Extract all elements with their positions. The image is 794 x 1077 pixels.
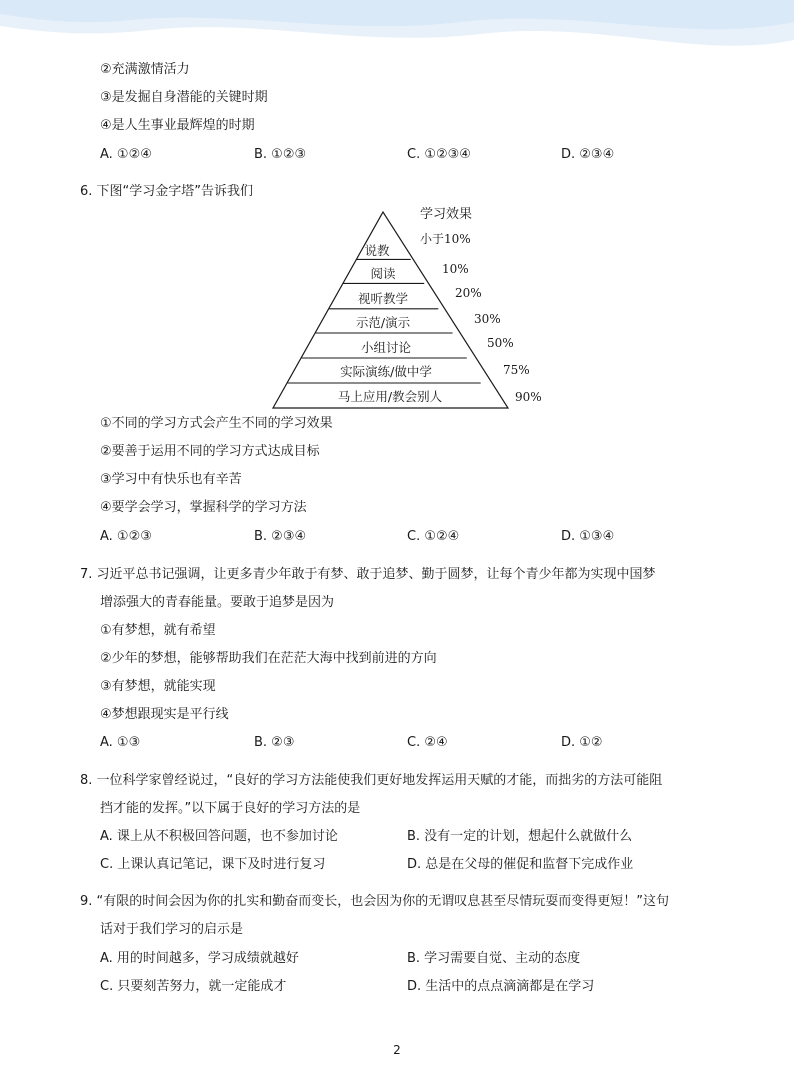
pyramid-layer-7-pct: 90%: [515, 390, 542, 404]
q5-statement-3: ③是发掘自身潜能的关键时期: [100, 90, 268, 105]
q6-option-c: C. ①②④: [407, 529, 460, 544]
pyramid-layer-2-pct: 10%: [442, 262, 469, 276]
q5-statement-4: ④是人生事业最辉煌的时期: [100, 118, 255, 133]
q6-statement-2: ②要善于运用不同的学习方式达成目标: [100, 444, 320, 459]
learning-pyramid-diagram: [265, 198, 555, 413]
q8-option-a: A. 课上从不积极回答问题，也不参加讨论: [100, 829, 338, 844]
q7-statement-3: ③有梦想，就能实现: [100, 679, 216, 694]
q9-option-c: C. 只要刻苦努力，就一定能成才: [100, 979, 287, 994]
q8-stem-line-2: 挡才能的发挥。”以下属于良好的学习方法的是: [100, 801, 361, 816]
pyramid-layer-4-label: 示范/演示: [355, 315, 411, 330]
q9-stem-line-1: 9. “有限的时间会因为你的扎实和勤奋而变长，也会因为你的无谓叹息甚至尽情玩耍而变得更短！”这句: [80, 894, 670, 909]
q7-stem-line-2: 增添强大的青春能量。要敢于追梦是因为: [100, 595, 335, 610]
pyramid-layer-3-pct: 20%: [455, 286, 482, 300]
q6-option-b: B. ②③④: [254, 529, 307, 544]
q9-option-b: B. 学习需要自觉、主动的态度: [407, 951, 581, 966]
pyramid-layer-1-pct: 小于10%: [420, 232, 471, 246]
q6-option-a: A. ①②③: [100, 529, 152, 544]
q6-statement-4: ④要学会学习，掌握科学的学习方法: [100, 500, 307, 515]
header-wave-decoration: [0, 0, 794, 60]
q8-option-b: B. 没有一定的计划，想起什么就做什么: [407, 829, 633, 844]
q8-stem-line-1: 8. 一位科学家曾经说过，“良好的学习方法能使我们更好地发挥运用天赋的才能，而拙劣的方法可能阻: [80, 773, 663, 788]
q7-option-c: C. ②④: [407, 735, 448, 750]
pyramid-layer-1-label: 说教: [364, 243, 390, 258]
q6-statement-1: ①不同的学习方式会产生不同的学习效果: [100, 416, 333, 431]
pyramid-layer-5-label: 小组讨论: [360, 340, 412, 355]
q7-option-d: D. ①②: [561, 735, 603, 750]
q6-statement-3: ③学习中有快乐也有辛苦: [100, 472, 242, 487]
pyramid-layer-6-pct: 75%: [503, 363, 530, 377]
q5-option-c: C. ①②③④: [407, 147, 471, 162]
q7-option-a: A. ①③: [100, 735, 141, 750]
q5-option-b: B. ①②③: [254, 147, 307, 162]
q8-option-d: D. 总是在父母的催促和监督下完成作业: [407, 857, 634, 872]
pyramid-title: 学习效果: [420, 207, 473, 222]
pyramid-layer-3-label: 视听教学: [357, 291, 409, 306]
q7-statement-4: ④梦想跟现实是平行线: [100, 707, 229, 722]
q6-stem: 6. 下图“学习金字塔”告诉我们: [80, 184, 254, 199]
q7-statement-2: ②少年的梦想，能够帮助我们在茫茫大海中找到前进的方向: [100, 651, 437, 666]
q5-option-a: A. ①②④: [100, 147, 152, 162]
pyramid-layer-4-pct: 30%: [474, 312, 501, 326]
q7-statement-1: ①有梦想，就有希望: [100, 623, 216, 638]
q9-option-d: D. 生活中的点点滴滴都是在学习: [407, 979, 595, 994]
q8-option-c: C. 上课认真记笔记，课下及时进行复习: [100, 857, 326, 872]
q7-option-b: B. ②③: [254, 735, 295, 750]
q5-statement-2: ②充满激情活力: [100, 62, 190, 77]
page-number: 2: [393, 1043, 401, 1057]
q6-option-d: D. ①③④: [561, 529, 615, 544]
pyramid-layer-2-label: 阅读: [370, 266, 396, 281]
q5-option-d: D. ②③④: [561, 147, 615, 162]
q9-option-a: A. 用的时间越多，学习成绩就越好: [100, 951, 299, 966]
pyramid-layer-6-label: 实际演练/做中学: [340, 364, 432, 379]
q7-stem-line-1: 7. 习近平总书记强调，让更多青少年敢于有梦、敢于追梦、勤于圆梦，让每个青少年都为实现中国梦: [80, 567, 656, 582]
q9-stem-line-2: 话对于我们学习的启示是: [100, 922, 244, 937]
pyramid-layer-5-pct: 50%: [487, 336, 514, 350]
pyramid-layer-7-label: 马上应用/教会别人: [337, 389, 443, 404]
